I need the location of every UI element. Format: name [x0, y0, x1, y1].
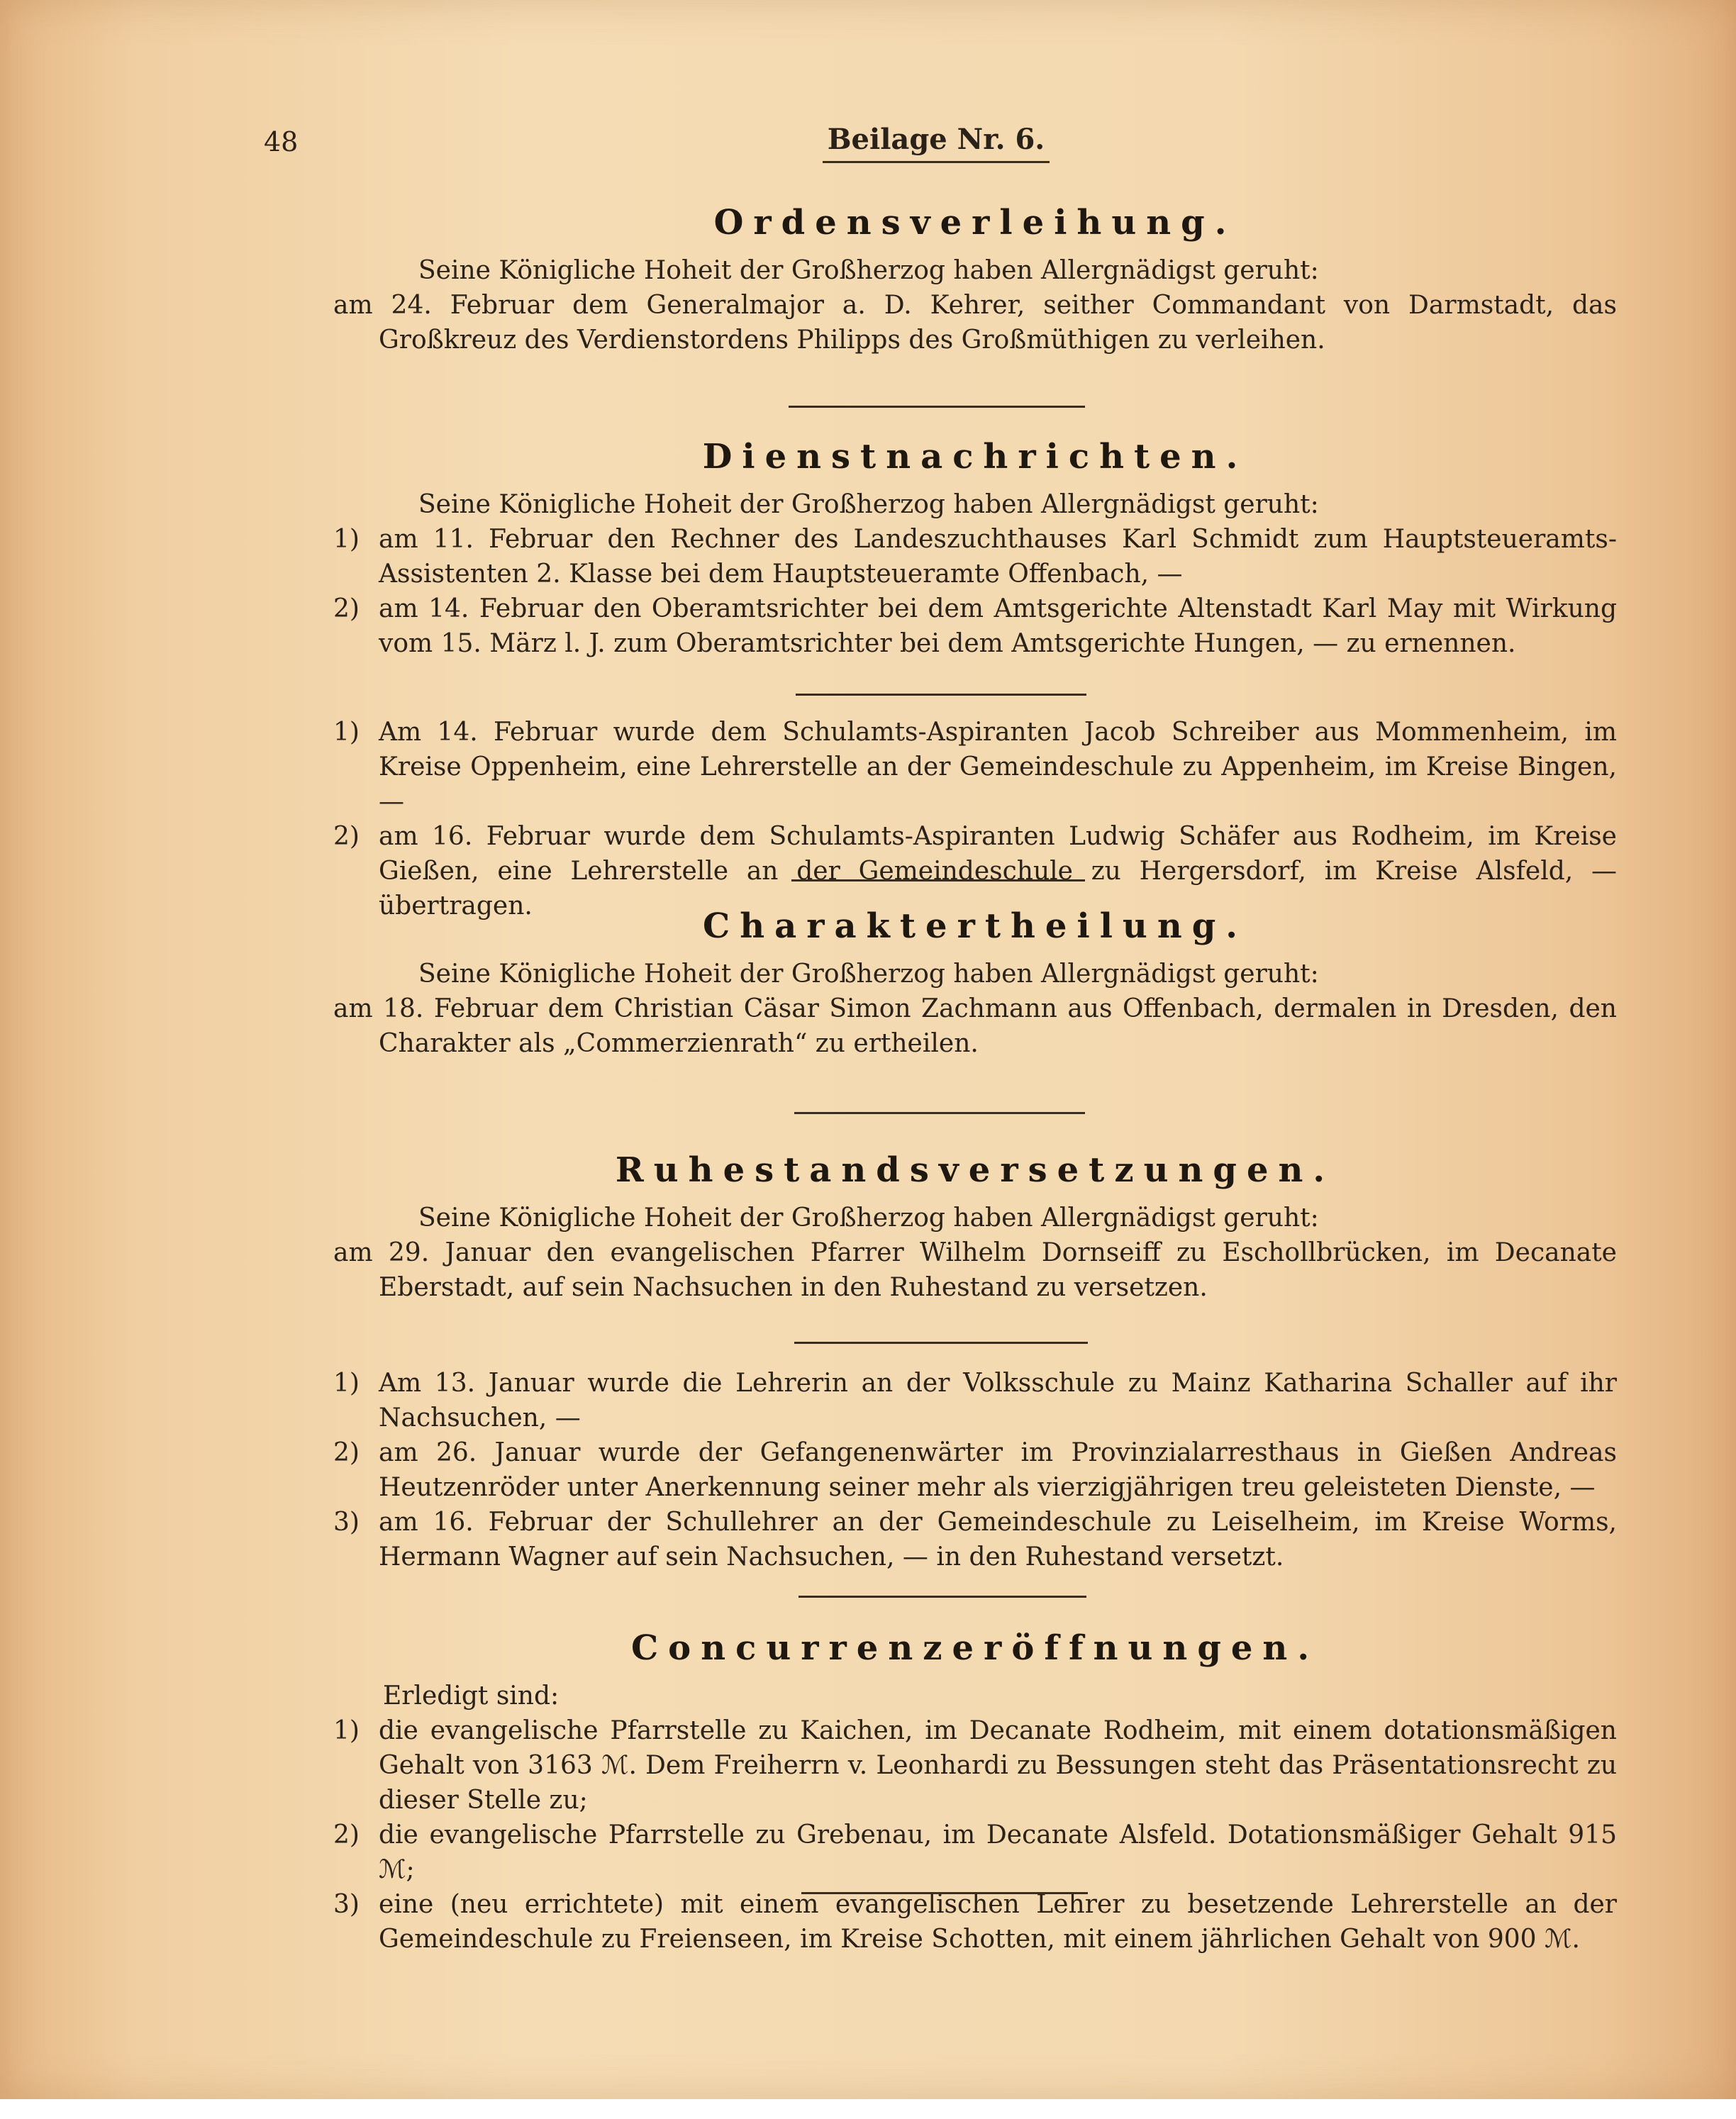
- item-number: 1): [333, 1716, 360, 1745]
- section-paragraph: am 24. Februar dem Generalmajor a. D. Kehrer, seither Commandant von Darmstadt, das Großkreuz des Verdienstordens Philipps des Großmüthigen zu verleihen.: [333, 291, 1617, 355]
- section-title: Ruhestandsversetzungen.: [615, 1150, 1335, 1190]
- item-number: 1): [333, 718, 360, 747]
- item-text: die evangelische Pfarrstelle zu Kaichen, im Decanate Rodheim, mit einem dotationsmäßigen Gehalt von 3163 ℳ. Dem Freiherrn v. Leonhardi zu Bessungen steht das Präsentationsrecht zu dieser Stelle zu;: [379, 1716, 1617, 1815]
- list-item: [333, 1818, 1617, 1887]
- item-text: am 16. Februar der Schullehrer an der Gemeindeschule zu Leiselheim, im Kreise Worms, Hermann Wagner auf sein Nachsuchen, — in den Ruhestand versetzt.: [379, 1508, 1617, 1572]
- divider: [794, 1112, 1085, 1114]
- section-dienstnachrichten-b: [333, 715, 1617, 923]
- list-item: [333, 715, 1617, 819]
- section-paragraph: am 29. Januar den evangelischen Pfarrer Wilhelm Dornseiff zu Eschollbrücken, im Decanate Eberstadt, auf sein Nachsuchen in den Ruhestand zu versetzen.: [333, 1238, 1617, 1302]
- section-title: Ordensverleihung.: [713, 203, 1237, 243]
- list-item: [333, 1713, 1617, 1818]
- section-ruhestandsversetzungen-b: [333, 1366, 1617, 1574]
- item-number: 2): [333, 822, 360, 851]
- section-intro: Erledigt sind:: [383, 1681, 560, 1711]
- section-charaktertheilung: [333, 906, 1617, 1061]
- item-number: 1): [333, 525, 360, 554]
- item-text: am 26. Januar wurde der Gefangenenwärter im Provinzialarresthaus in Gießen Andreas Heutzenröder unter Anerkennung seiner mehr als vierzigjährigen treu geleisteten Dienste, —: [379, 1438, 1617, 1502]
- section-intro: Seine Königliche Hoheit der Großherzog haben Allergnädigst geruht:: [418, 256, 1319, 285]
- running-head: Beilage Nr. 6.: [823, 122, 1050, 163]
- divider: [801, 1892, 1088, 1894]
- divider: [791, 879, 1085, 881]
- divider: [794, 1342, 1088, 1344]
- item-text: Am 14. Februar wurde dem Schulamts-Aspiranten Jacob Schreiber aus Mommenheim, im Kreise Oppenheim, eine Lehrerstelle an der Gemeindeschule zu Appenheim, im Kreise Bingen, —: [379, 718, 1617, 816]
- section-ordensverleihung: [333, 203, 1617, 357]
- list-item: [333, 1505, 1617, 1574]
- list-item: [333, 1366, 1617, 1435]
- list-item: [333, 1435, 1617, 1505]
- item-text: eine (neu errichtete) mit einem evangelischen Lehrer zu besetzende Lehrerstelle an der Gemeindeschule zu Freienseen, im Kreise Schotten, mit einem jährlichen Gehalt von 900 ℳ.: [379, 1890, 1617, 1954]
- section-intro: Seine Königliche Hoheit der Großherzog haben Allergnädigst geruht:: [418, 1203, 1319, 1233]
- item-text: Am 13. Januar wurde die Lehrerin an der Volksschule zu Mainz Katharina Schaller auf ihr Nachsuchen, —: [379, 1369, 1617, 1433]
- item-text: am 16. Februar wurde dem Schulamts-Aspiranten Ludwig Schäfer aus Rodheim, im Kreise Gießen, eine Lehrerstelle an der Gemeindeschule zu Hergersdorf, im Kreise Alsfeld, — übertragen.: [379, 822, 1617, 921]
- section-dienstnachrichten: [333, 437, 1617, 661]
- item-text: die evangelische Pfarrstelle zu Grebenau, im Decanate Alsfeld. Dotationsmäßiger Gehalt 915 ℳ;: [379, 1820, 1617, 1884]
- list-item: [333, 591, 1617, 661]
- section-intro: Seine Königliche Hoheit der Großherzog haben Allergnädigst geruht:: [418, 960, 1319, 989]
- divider: [789, 406, 1085, 408]
- list-item: [333, 522, 1617, 591]
- item-number: 2): [333, 1820, 360, 1850]
- item-number: 3): [333, 1508, 360, 1537]
- section-title: Charaktertheilung.: [703, 906, 1247, 946]
- section-title: Dienstnachrichten.: [702, 437, 1248, 477]
- divider: [796, 694, 1086, 696]
- section-title: Concurrenzeröffnungen.: [630, 1628, 1320, 1668]
- item-number: 2): [333, 594, 360, 623]
- item-number: 3): [333, 1890, 360, 1919]
- list-item: [333, 1887, 1617, 1957]
- item-text: am 11. Februar den Rechner des Landeszuchthauses Karl Schmidt zum Hauptsteueramts-Assistenten 2. Klasse bei dem Hauptsteueramte Offenbach, —: [379, 525, 1617, 589]
- item-number: 1): [333, 1369, 360, 1398]
- page-number: 48: [264, 126, 299, 157]
- divider: [799, 1596, 1086, 1598]
- section-intro: Seine Königliche Hoheit der Großherzog haben Allergnädigst geruht:: [418, 490, 1319, 519]
- section-paragraph: am 18. Februar dem Christian Cäsar Simon Zachmann aus Offenbach, dermalen in Dresden, den Charakter als „Commerzienrath“ zu ertheilen.: [333, 994, 1617, 1058]
- item-text: am 14. Februar den Oberamtsrichter bei dem Amtsgerichte Altenstadt Karl May mit Wirkung vom 15. März l. J. zum Oberamtsrichter bei dem Amtsgerichte Hungen, — zu ernennen.: [379, 594, 1617, 658]
- section-concurrenzeroeffnungen: [333, 1628, 1617, 1957]
- item-number: 2): [333, 1438, 360, 1467]
- section-ruhestandsversetzungen: [333, 1150, 1617, 1305]
